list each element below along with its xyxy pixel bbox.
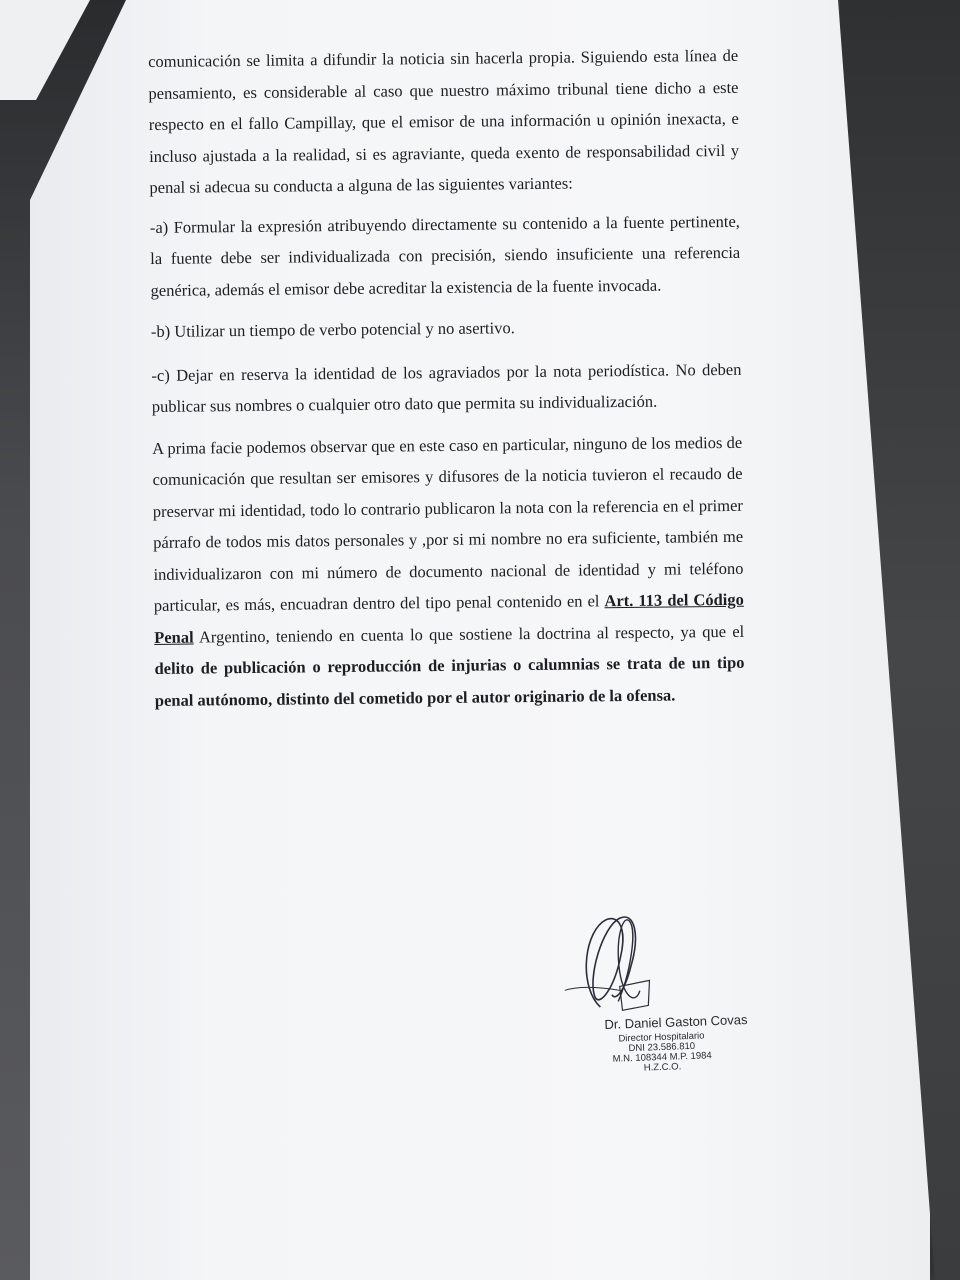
list-item-b: -b) Utilizar un tiempo de verbo potencial y no asertivo. <box>150 318 515 341</box>
stamp-institution: H.Z.C.O. <box>643 1061 682 1074</box>
signature-stamp <box>557 902 763 1089</box>
law-reference: Art. 113 del Código Penal <box>154 589 744 647</box>
stamp-name: Dr. Daniel Gaston Covas <box>604 1011 748 1032</box>
analysis-text-start: A prima facie podemos observar que en este caso en particular, ninguno de los medios de comunicación que resultan ser emisores y difusores de la noticia tuvieron el recaudo de preservar mi identidad, todo lo contrario publicaron la nota con la referencia en el primer párrafo de todos mis datos personales y ,por si mi nombre no era suficiente, también me individualizaron con mi número de documento nacional de identidad y mi teléfono particular, es más, encuadran dentro del tipo penal contenido en el <box>152 432 744 615</box>
list-item-c: -c) Dejar en reserva la identidad de los agraviados por la nota periodística. No deben publicar sus nombres o cualquier otro dato que permita su individualización. <box>151 359 742 416</box>
paragraph-analysis <box>152 426 745 716</box>
handwritten-signature <box>557 904 691 1028</box>
stamp-title: Director Hospitalario <box>618 1030 705 1045</box>
stamp-dni: DNI 23.586.810 <box>628 1040 696 1055</box>
document-body <box>148 40 745 726</box>
analysis-bold-conclusion: delito de publicación o reproducción de injurias o calumnias se trata de un tipo penal autónomo, distinto del cometido por el autor originario de la ofensa. <box>154 652 745 710</box>
paragraph-campillay: comunicación se limita a difundir la noticia sin hacerla propia. Siguiendo esta línea de pensamiento, es considerable al caso que nuestro máximo tribunal tiene dicho a este respecto en el fallo Campillay, que el emisor de una información u opinión inexacta, e incluso ajustada a la realidad, si es agraviante, queda exento de responsabilidad civil y penal si adecua su conducta a alguna de las siguientes variantes: <box>148 45 740 197</box>
analysis-text-middle: Argentino, teniendo en cuenta lo que sostiene la doctrina al respecto, ya que el <box>198 621 745 646</box>
stamp-registration: M.N. 108344 M.P. 1984 <box>612 1050 712 1065</box>
list-item-a: -a) Formular la expresión atribuyendo directamente su contenido a la fuente pertinente, la fuente debe ser individualizada con precisión, siendo insuficiente una referencia genérica, además el emisor debe acreditar la existencia de la fuente invocada. <box>149 211 741 300</box>
